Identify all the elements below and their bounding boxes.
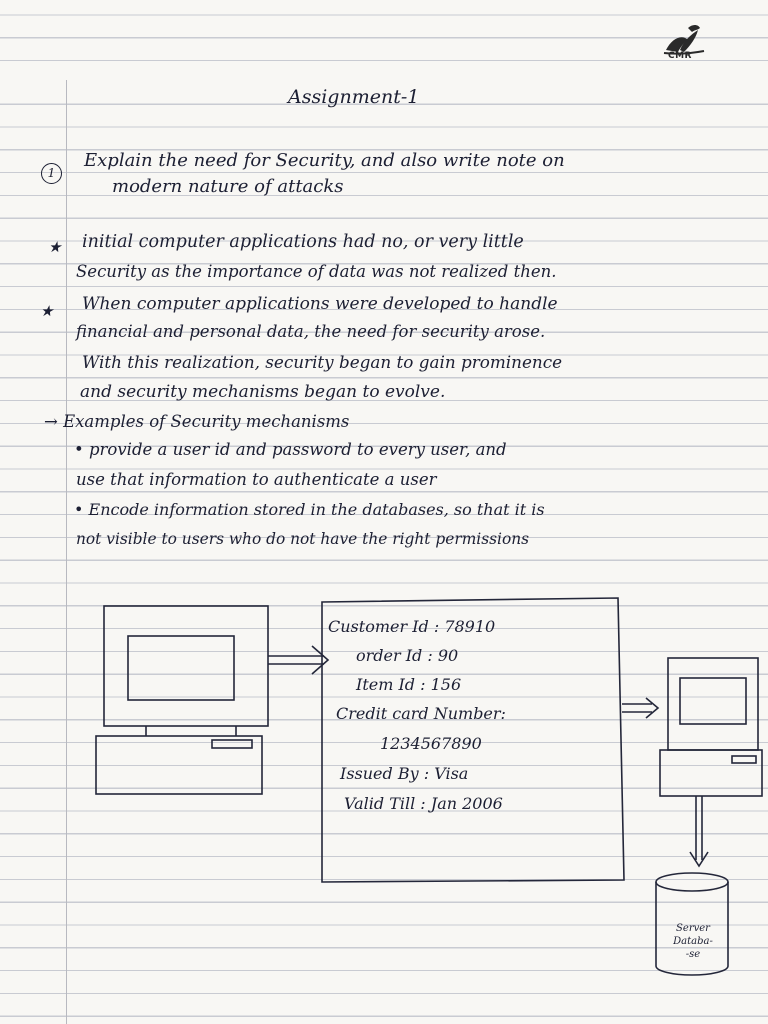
page-title: Assignment-1 <box>288 86 420 108</box>
customer-id: Customer Id : 78910 <box>328 617 496 636</box>
database-label <box>660 922 726 961</box>
order-id: order Id : 90 <box>356 646 459 665</box>
database-label-line: -se <box>685 949 701 960</box>
answer-line: Security as the importance of data was not realized then. <box>76 262 557 281</box>
example-line: use that information to authenticate a user <box>76 470 437 489</box>
answer-mark-1: ★ <box>48 238 62 256</box>
example-line: • provide a user id and password to every user, and <box>74 440 507 459</box>
database-label-line: Server <box>676 923 710 934</box>
answer-line: With this realization, security began to gain prominence <box>82 352 563 372</box>
left-computer-icon <box>96 606 268 794</box>
security-diagram <box>0 580 768 1000</box>
item-id: Item Id : 156 <box>356 675 462 694</box>
answer-line: initial computer applications had no, or very little <box>82 232 524 252</box>
answer-line: When computer applications were developed to handle <box>82 294 558 314</box>
answer-mark-2: ★ <box>40 302 54 320</box>
arrow-right-icon <box>622 698 658 718</box>
question-number: 1 <box>41 163 62 184</box>
issued-by: Issued By : Visa <box>340 764 469 783</box>
answer-line: and security mechanisms began to evolve. <box>80 382 446 402</box>
examples-heading: → Examples of Security mechanisms <box>44 412 350 431</box>
question-line-2: modern nature of attacks <box>112 176 344 197</box>
arrow-right-icon <box>268 646 328 674</box>
credit-card-number: 1234567890 <box>380 734 482 753</box>
question-line-1: Explain the need for Security, and also write note on <box>84 150 565 171</box>
logo-text: CMR <box>668 51 692 61</box>
right-computer-icon <box>660 658 762 796</box>
database-label-line: Databa- <box>673 936 713 947</box>
answer-line: financial and personal data, the need for security arose. <box>76 322 546 341</box>
example-line: • Encode information stored in the databases, so that it is <box>74 500 545 519</box>
valid-till: Valid Till : Jan 2006 <box>344 794 503 813</box>
example-line: not visible to users who do not have the right permissions <box>76 530 530 548</box>
credit-card-label: Credit card Number: <box>336 704 506 723</box>
